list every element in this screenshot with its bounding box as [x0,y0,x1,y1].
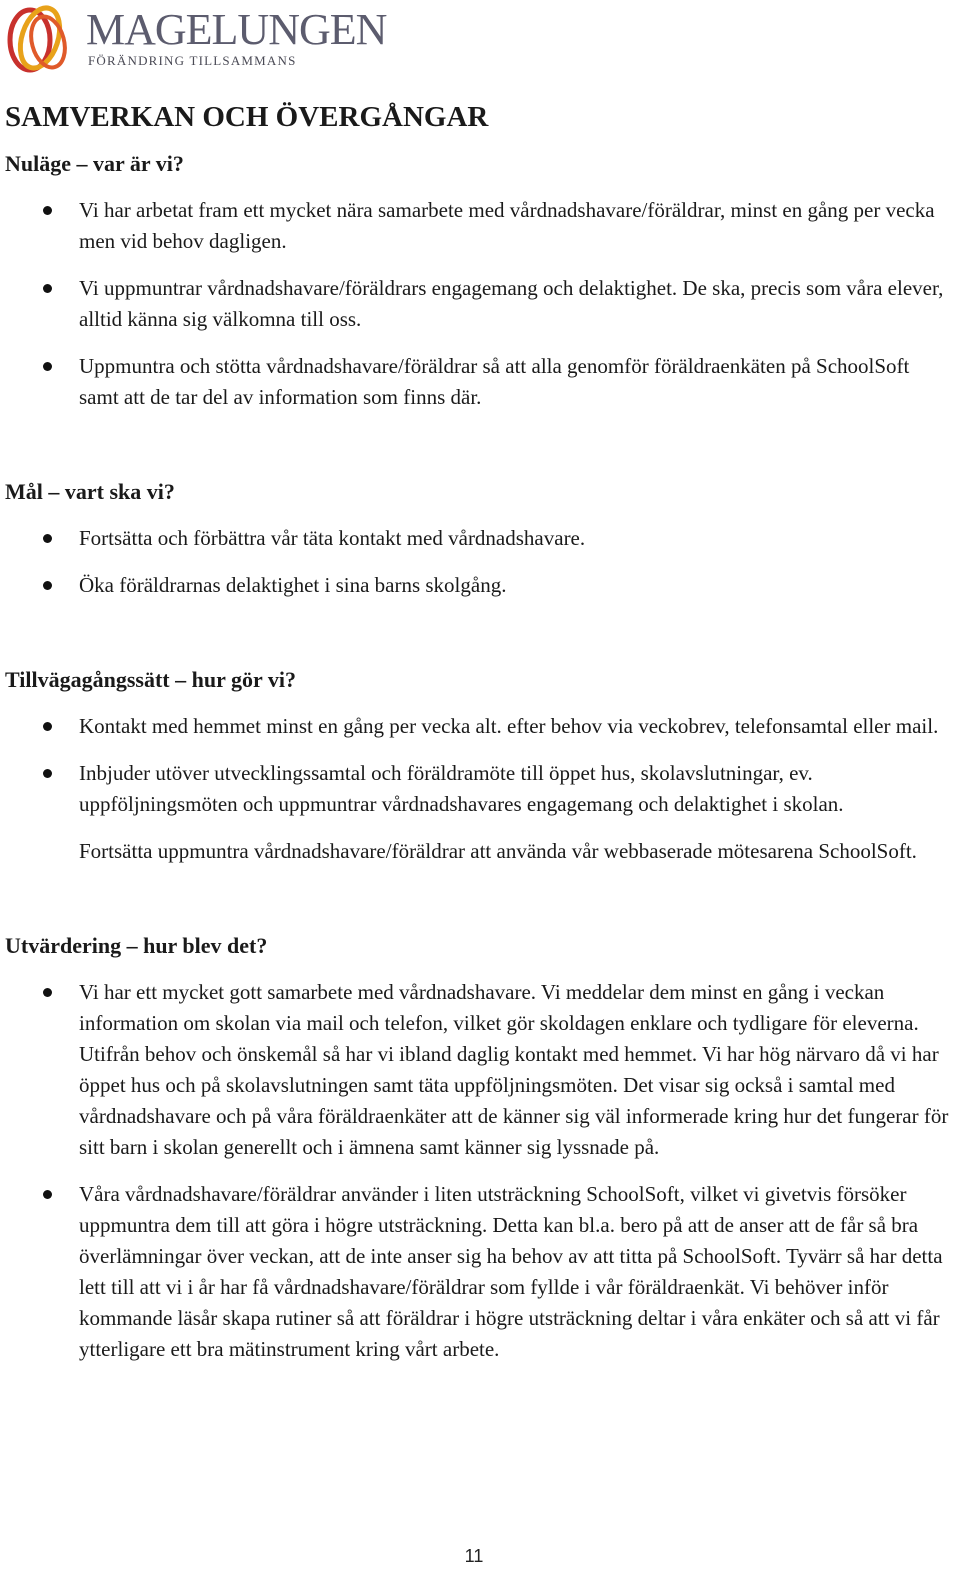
list-mal [5,523,950,601]
list-item: Fortsätta och förbättra vår täta kontakt med vårdnadshavare. [5,523,950,554]
paragraph-schoolsoft: Fortsätta uppmuntra vårdnadshavare/föräldrar att använda vår webbaserade mötesarena SchoolSoft. [79,839,917,863]
list-nulage [5,195,950,413]
list-item: Uppmuntra och stötta vårdnadshavare/föräldrar så att alla genomför föräldraenkäten på SchoolSoft samt att de tar del av information som finns där. [5,351,950,413]
list-item: Inbjuder utöver utvecklingssamtal och föräldramöte till öppet hus, skolavslutningar, ev. uppföljningsmöten och uppmuntrar vårdnadshavares engagemang och delaktighet i skolan. [5,758,950,820]
magelungen-logo [4,2,424,74]
heading-nulage: Nuläge – var är vi? [5,151,184,176]
list-item: Kontakt med hemmet minst en gång per vecka alt. efter behov via veckobrev, telefonsamtal eller mail. [5,711,950,742]
heading-mal: Mål – vart ska vi? [5,479,175,504]
list-item: Våra vårdnadshavare/föräldrar använder i liten utsträckning SchoolSoft, vilket vi givetvis försöker uppmuntra dem till att göra i högre utsträckning. Detta kan bl.a. bero på att de anser att de får så bra överlämningar över veckan, att de inte anser sig ha behov av att titta på SchoolSoft. Tyvärr så har detta lett till att vi i år har få vårdnadshavare/föräldrar som fyllde i vår föräldraenkät. Vi behöver inför kommande läsår skapa rutiner så att föräldrar i högre utsträckning deltar i våra enkäter och så att vi får ytterligare ett bra mätinstrument kring vårt arbete. [5,1179,950,1365]
logo-name: MAGELUNGEN [86,5,387,54]
document-body [5,97,950,1365]
page-title: SAMVERKAN OCH ÖVERGÅNGAR [5,101,489,133]
list-item: Öka föräldrarnas delaktighet i sina barns skolgång. [5,570,950,601]
list-item: Vi har arbetat fram ett mycket nära samarbete med vårdnadshavare/föräldrar, minst en gång per vecka men vid behov dagligen. [5,195,950,257]
logo-tagline: FÖRÄNDRING TILLSAMMANS [88,53,297,68]
list-tillvagagang [5,711,950,820]
heading-utvardering: Utvärdering – hur blev det? [5,933,268,958]
list-utvardering [5,977,950,1365]
page-number: 11 [464,1546,484,1566]
list-item: Vi har ett mycket gott samarbete med vårdnadshavare. Vi meddelar dem minst en gång i veckan information om skolan via mail och telefon, vilket gör skoldagen enklare och tydligare för eleverna. Utifrån behov och önskemål så har vi ibland daglig kontakt med hemmet. Vi har hög närvaro då vi har öppet hus och på skolavslutningen samt täta uppföljningsmöten. Det visar sig också i samtal med vårdnadshavare och på våra föräldraenkäter att de känner sig väl informerade kring hur det fungerar för sitt barn i skolan generellt och i ämnena samt känner sig lyssnade på. [5,977,950,1163]
list-item: Vi uppmuntrar vårdnadshavare/föräldrars engagemang och delaktighet. De ska, precis som våra elever, alltid känna sig välkomna till oss. [5,273,950,335]
logo-rings-icon [4,2,82,74]
heading-tillvagagang: Tillvägagångssätt – hur gör vi? [5,667,296,692]
